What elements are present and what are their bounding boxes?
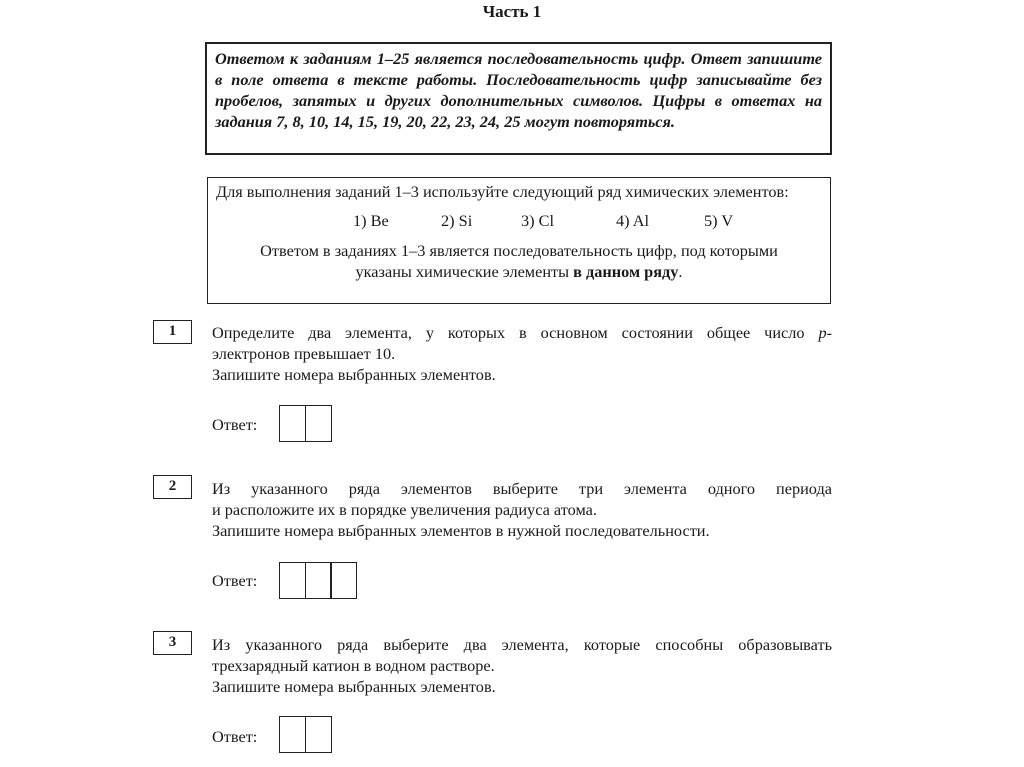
- info-intro: Для выполнения заданий 1–3 используйте следующий ряд химических элементов:: [216, 182, 789, 201]
- answer-field[interactable]: [279, 405, 330, 442]
- part-title: Часть 1: [482, 2, 542, 21]
- answer-label: Ответ:: [212, 415, 258, 434]
- task-text: Из указанного ряда выберите два элемента, которые способны образовывать трехзарядный катион в водном растворе. Запишите номера выбранных элементов.: [212, 635, 832, 696]
- element-item: 3) Cl: [521, 211, 555, 230]
- answer-label: Ответ:: [212, 571, 258, 590]
- answer-cell[interactable]: [279, 562, 306, 599]
- answer-cell[interactable]: [305, 405, 332, 442]
- task-number-badge: 3: [153, 631, 192, 655]
- element-item: 1) Be: [353, 211, 389, 230]
- elements-info-box: [207, 177, 831, 304]
- task-number-badge: 1: [153, 320, 192, 344]
- element-list: [216, 210, 822, 231]
- answer-cell[interactable]: [279, 405, 306, 442]
- instructions-box: Ответом к заданиям 1–25 является последовательность цифр. Ответ запишите в поле ответа в тексте работы. Последовательность цифр записывайте без пробелов, запятых и других дополнительных символов. Цифры в ответах на задания 7, 8, 10, 14, 15, 19, 20, 22, 23, 24, 25 могут повторяться.: [205, 42, 832, 155]
- info-note: Ответом в заданиях 1–3 является последовательность цифр, под которыми указаны химические элементы в данном ряду.: [260, 241, 778, 281]
- answer-cell[interactable]: [330, 562, 357, 599]
- answer-cell[interactable]: [279, 716, 306, 753]
- answer-cell[interactable]: [305, 716, 332, 753]
- task-number-badge: 2: [153, 475, 192, 499]
- answer-field[interactable]: [279, 562, 356, 599]
- answer-label: Ответ:: [212, 727, 258, 746]
- element-item: 2) Si: [441, 211, 473, 230]
- element-item: 5) V: [704, 211, 734, 230]
- answer-cell[interactable]: [305, 562, 332, 599]
- answer-field[interactable]: [279, 716, 330, 753]
- element-item: 4) Al: [616, 211, 650, 230]
- task-text: Определите два элемента, у которых в основном состоянии общее число p- электронов превышает 10. Запишите номера выбранных элементов.: [212, 323, 832, 384]
- task-text: Из указанного ряда элементов выберите три элемента одного периода и расположите их в порядке увеличения радиуса атома. Запишите номера выбранных элементов в нужной последовательности.: [212, 479, 832, 540]
